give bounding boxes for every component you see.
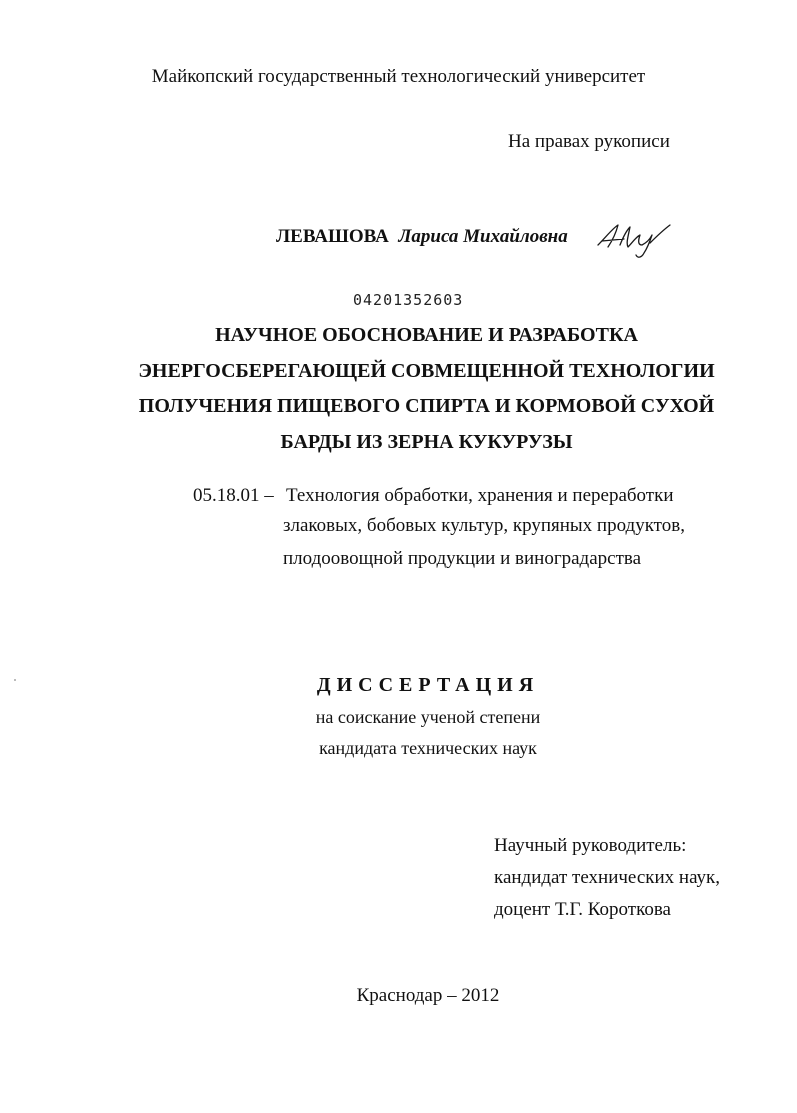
- supervisor-line: Научный руководитель:: [494, 835, 687, 856]
- title-line: ПОЛУЧЕНИЯ ПИЩЕВОГО СПИРТА И КОРМОВОЙ СУХОЙ: [138, 395, 715, 417]
- title-line: ЭНЕРГОСБЕРЕГАЮЩЕЙ СОВМЕЩЕННОЙ ТЕХНОЛОГИИ: [138, 359, 715, 382]
- author-given-names: Лариса Михайловна: [398, 226, 568, 247]
- dissertation-heading: ДИССЕРТАЦИЯ: [316, 674, 540, 696]
- author-name: [276, 226, 568, 248]
- specialty-line: злаковых, бобовых культур, крупяных продуктов,: [283, 515, 685, 536]
- title-line: БАРДЫ ИЗ ЗЕРНА КУКУРУЗЫ: [280, 430, 573, 453]
- specialty-code: 05.18.01 –: [193, 485, 274, 506]
- city-year: Краснодар – 2012: [356, 985, 500, 1006]
- specialty-line: плодоовощной продукции и виноградарства: [283, 548, 642, 569]
- dissertation-title: [0, 318, 797, 460]
- author-surname: ЛЕВАШОВА: [276, 226, 389, 247]
- university-name: Майкопский государственный технологический университет: [151, 66, 646, 87]
- supervisor-line: доцент Т.Г. Короткова: [494, 899, 671, 920]
- dissertation-subtitle-line: кандидата технических наук: [319, 738, 537, 758]
- registration-code: 04201352603: [353, 291, 464, 309]
- dissertation-subtitle-line: на соискание ученой степени: [315, 707, 541, 727]
- title-line: НАУЧНОЕ ОБОСНОВАНИЕ И РАЗРАБОТКА: [215, 324, 638, 346]
- supervisor-line: кандидат технических наук,: [494, 867, 721, 888]
- specialty-line: Технология обработки, хранения и переработки: [286, 485, 674, 506]
- rights-note: На правах рукописи: [508, 131, 670, 152]
- signature-icon: [594, 215, 674, 263]
